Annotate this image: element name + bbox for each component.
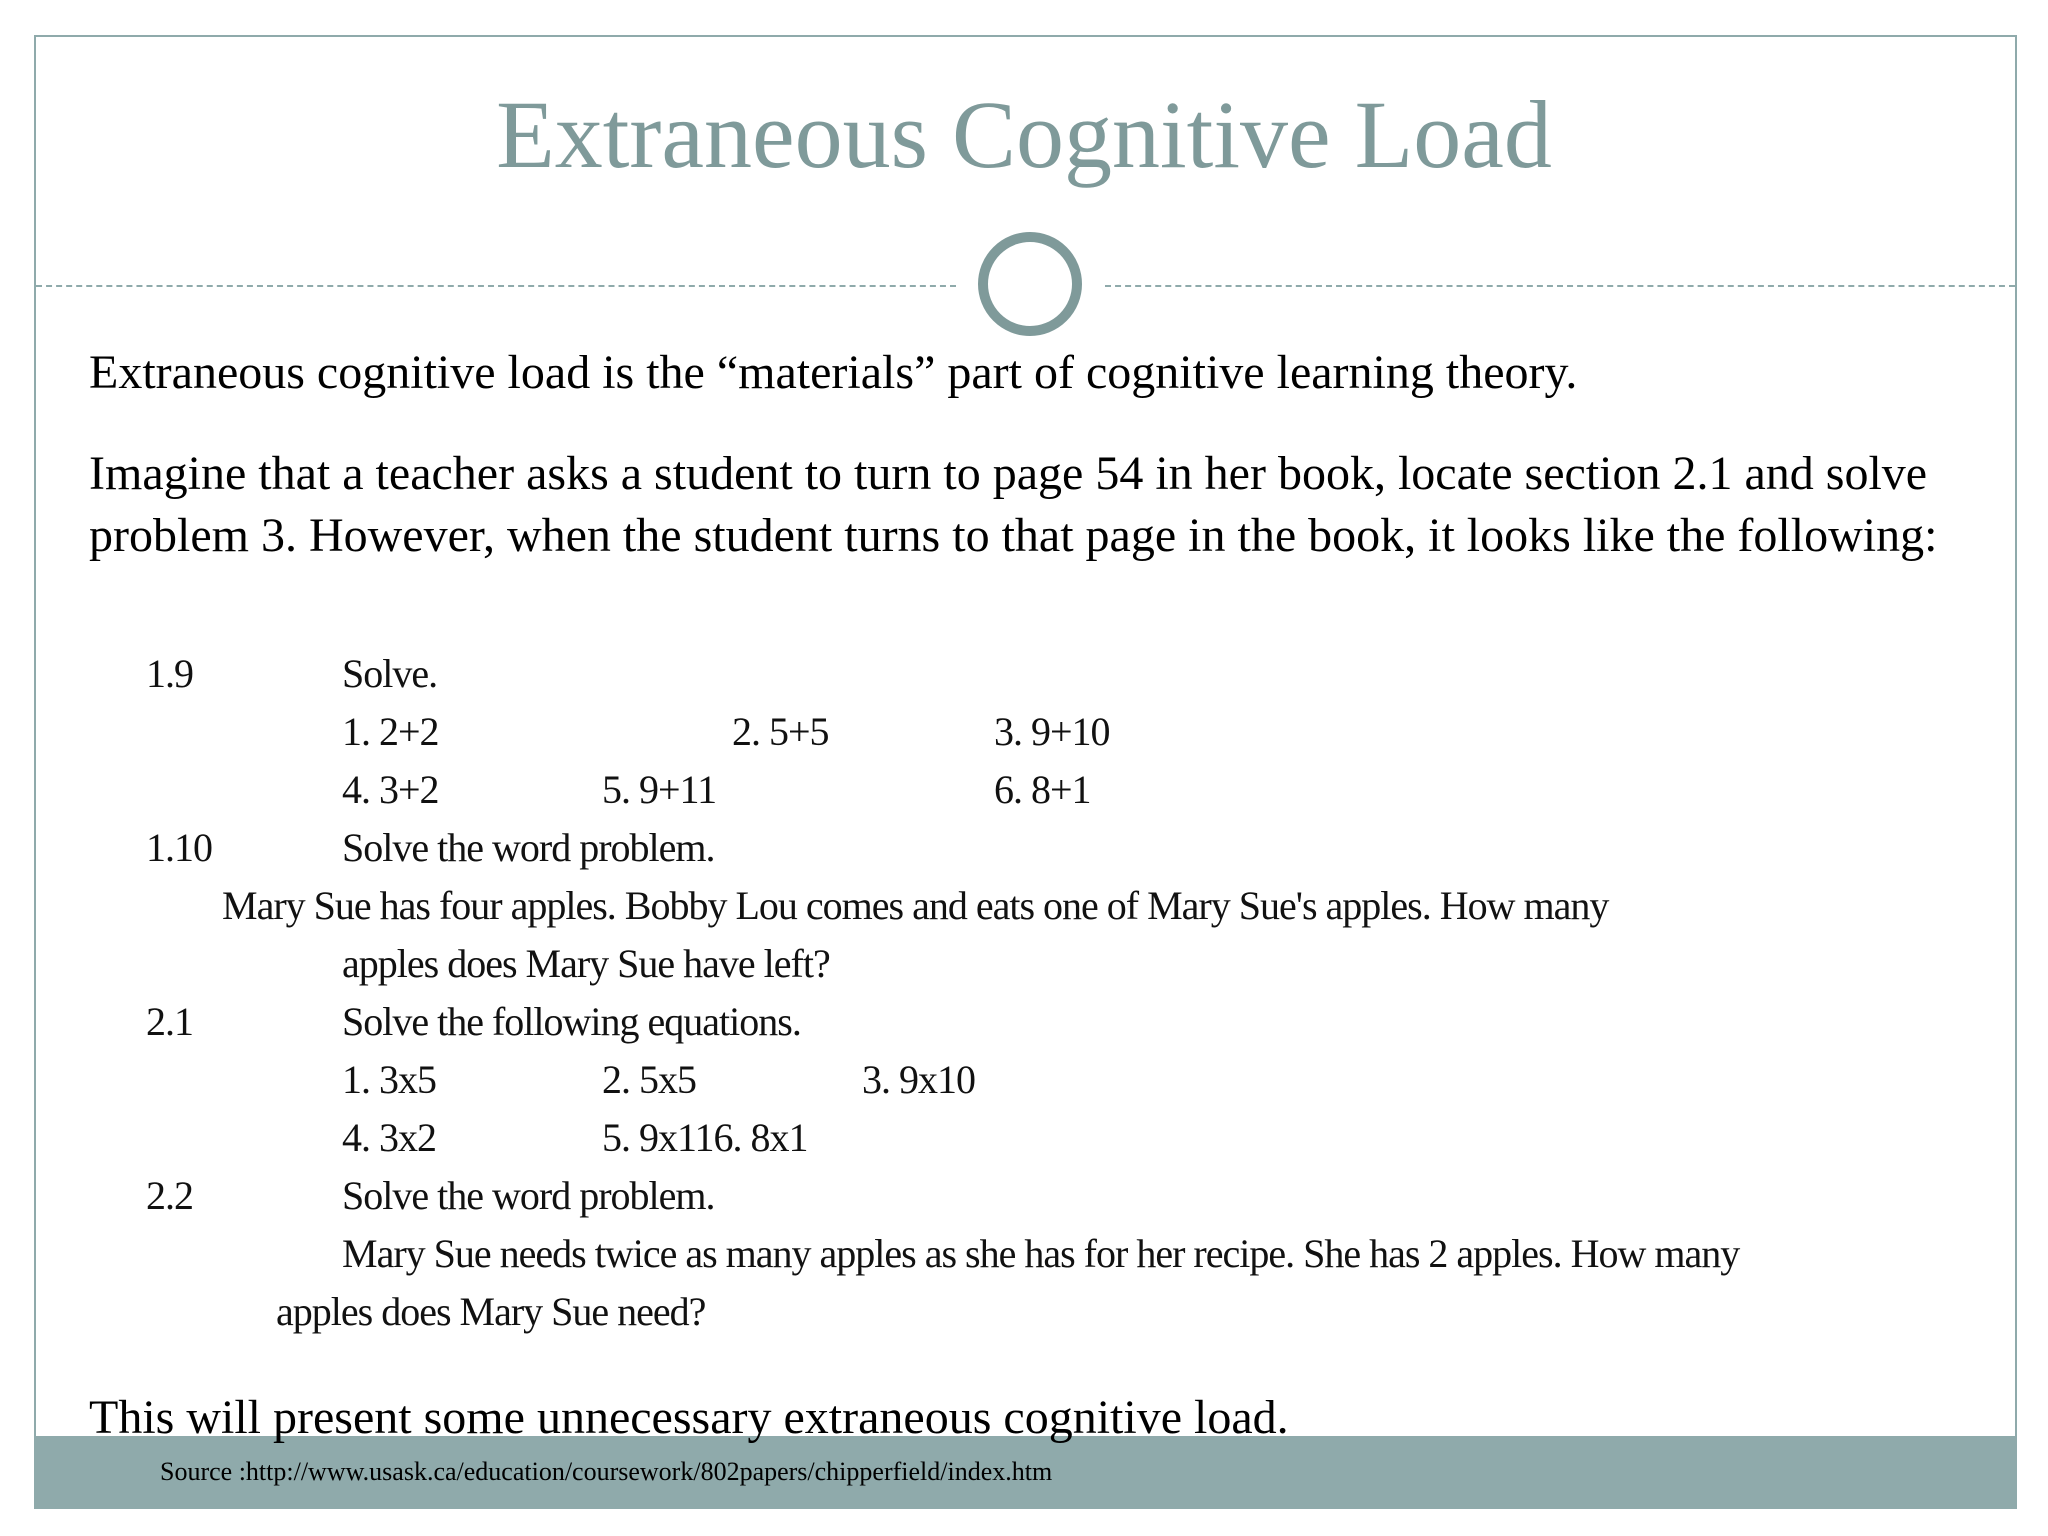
word-problem-2-2-line1: Mary Sue needs twice as many apples as she has for her recipe. She has 2 apples. How many [342, 1231, 1740, 1276]
problem-1-9-3: 3. 9+10 [994, 709, 1110, 754]
conclusion-paragraph: This will present some unnecessary extraneous cognitive load. [89, 1391, 1289, 1444]
divider-circle-ornament [978, 232, 1082, 336]
intro-paragraph: Extraneous cognitive load is the “materials” part of cognitive learning theory. [89, 346, 1578, 399]
problem-1-9-2: 2. 5+5 [732, 709, 829, 754]
section-number-1-10: 1.10 [146, 825, 212, 870]
section-number-2-2: 2.2 [146, 1173, 193, 1218]
problem-2-1-1: 1. 3x5 [342, 1057, 436, 1102]
problem-2-1-5-6: 5. 9x116. 8x1 [602, 1115, 808, 1160]
textbook-page-image [140, 650, 1900, 1350]
divider-right-dashes [1105, 285, 2015, 287]
section-2-1-instruction: Solve the following equations. [342, 999, 801, 1044]
problem-1-9-5: 5. 9+11 [602, 767, 717, 812]
problem-2-1-2: 2. 5x5 [602, 1057, 696, 1102]
problem-2-1-3: 3. 9x10 [862, 1057, 975, 1102]
scenario-paragraph: Imagine that a teacher asks a student to turn to page 54 in her book, locate section 2.1 and solve problem 3. However, when the student turns to that page in the book, it looks like the following: [89, 447, 1938, 562]
word-problem-1-10-line2: apples does Mary Sue have left? [342, 941, 830, 986]
section-number-1-9: 1.9 [146, 651, 193, 696]
word-problem-2-2-line2: apples does Mary Sue need? [276, 1289, 706, 1334]
section-1-9-instruction: Solve. [342, 651, 438, 696]
word-problem-1-10-line1: Mary Sue has four apples. Bobby Lou comes and eats one of Mary Sue's apples. How many [222, 883, 1609, 928]
section-2-2-instruction: Solve the word problem. [342, 1173, 715, 1218]
divider-left-dashes [36, 285, 956, 287]
section-1-10-instruction: Solve the word problem. [342, 825, 715, 870]
source-citation: Source :http://www.usask.ca/education/coursework/802papers/chipperfield/index.htm [160, 1457, 1053, 1486]
section-number-2-1: 2.1 [146, 999, 193, 1044]
problem-1-9-6: 6. 8+1 [994, 767, 1091, 812]
problem-1-9-1: 1. 2+2 [342, 709, 439, 754]
problem-2-1-4: 4. 3x2 [342, 1115, 436, 1160]
slide-title: Extraneous Cognitive Load [496, 81, 1552, 188]
problem-1-9-4: 4. 3+2 [342, 767, 439, 812]
